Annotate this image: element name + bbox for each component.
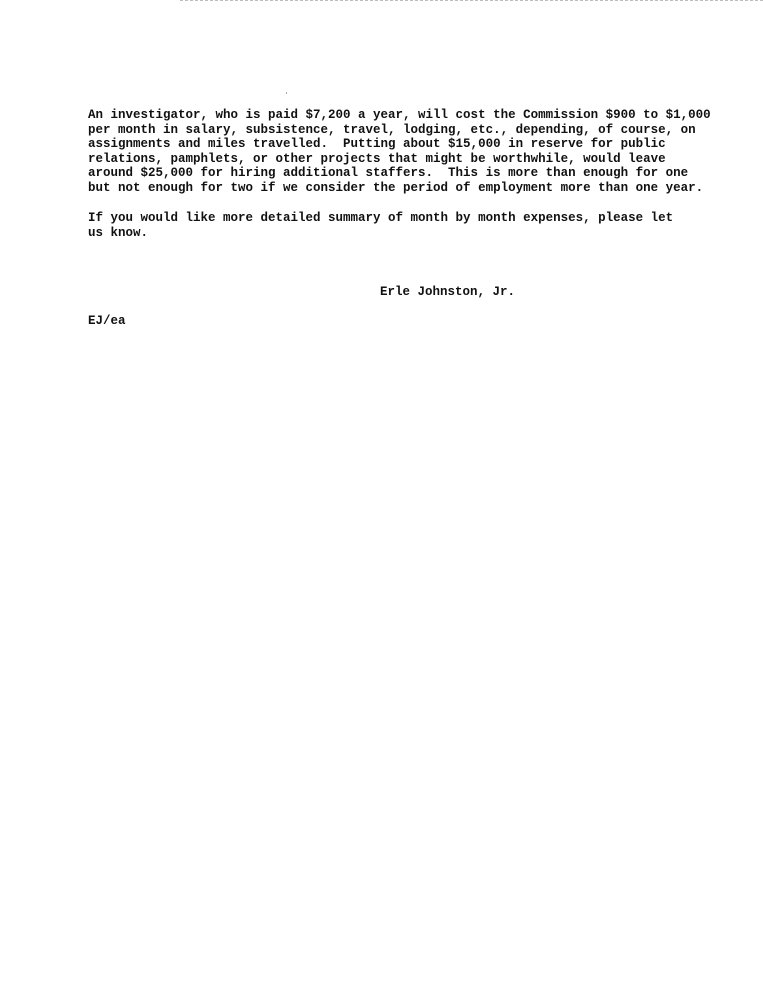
paragraph-line: assignments and miles travelled. Putting about $15,000 in reserve for public [88, 137, 666, 151]
paragraph-line: relations, pamphlets, or other projects that might be worthwhile, would leave [88, 151, 666, 166]
paragraph-line: An investigator, who is paid $7,200 a year, will cost the Commission $900 to $1,000 [88, 108, 711, 122]
typist-initials: EJ/ea [88, 314, 126, 328]
paragraph-line: us know. [88, 225, 149, 240]
paragraph-line: but not enough for two if we consider the period of employment more than one year. [88, 180, 704, 195]
signature-name: Erle Johnston, Jr. [380, 285, 516, 299]
body-paragraph-2 [88, 211, 673, 240]
body-paragraph-1 [88, 108, 711, 195]
page-top-border [180, 0, 763, 1]
paragraph-line: around $25,000 for hiring additional staffers. This is more than enough for one [88, 166, 689, 180]
paragraph-line: If you would like more detailed summary of month by month expenses, please let [88, 211, 674, 225]
paragraph-line: per month in salary, subsistence, travel, lodging, etc., depending, of course, on [88, 122, 696, 137]
scan-speck [286, 92, 287, 94]
